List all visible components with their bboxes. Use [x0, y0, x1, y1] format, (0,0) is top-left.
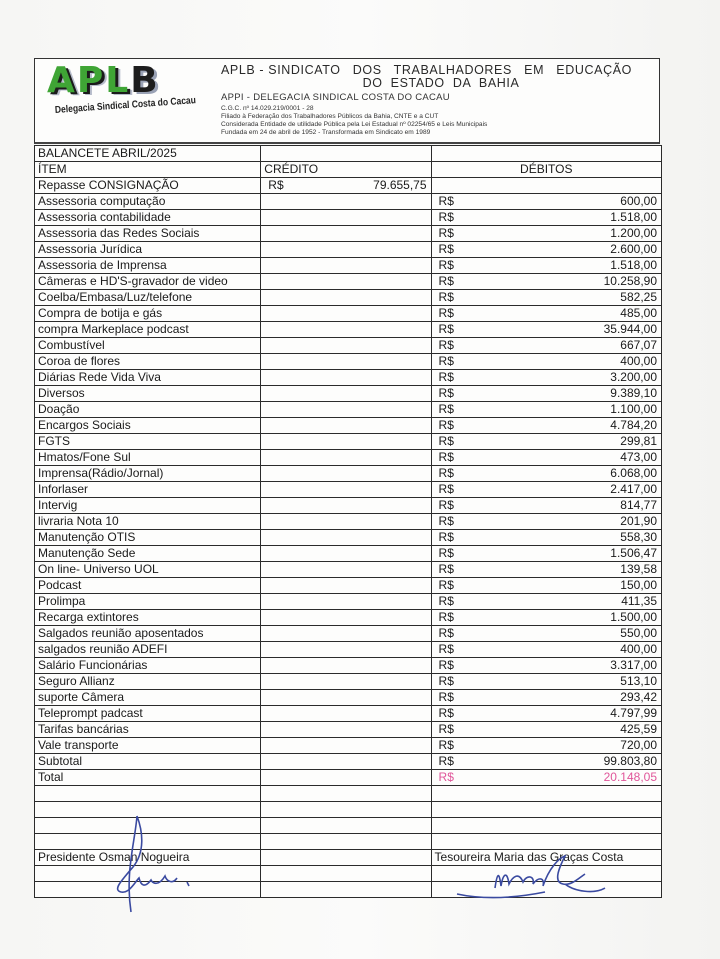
debit-item: Recarga extintores	[35, 610, 261, 626]
debit-item: Doação	[35, 402, 261, 418]
debit-row	[35, 210, 662, 226]
title-row	[35, 146, 662, 162]
aplb-logo	[47, 60, 217, 101]
currency-label: R$	[438, 578, 454, 592]
debit-value: 1.100,00	[610, 402, 657, 416]
debit-item: Podcast	[35, 578, 261, 594]
blank-row	[35, 834, 662, 850]
logo-letter: L	[105, 60, 131, 101]
col-header-item: ÍTEM	[35, 162, 261, 178]
debit-value: 400,00	[620, 354, 657, 368]
debit-value: 35.944,00	[603, 322, 657, 336]
currency-label: R$	[438, 690, 454, 704]
debit-row	[35, 242, 662, 258]
currency-label: R$	[438, 482, 454, 496]
debit-row	[35, 482, 662, 498]
currency-label: R$	[268, 178, 284, 192]
currency-label: R$	[438, 434, 454, 448]
debit-row	[35, 194, 662, 210]
debit-item: Salgados reunião aposentados	[35, 626, 261, 642]
debit-item: On line- Universo UOL	[35, 562, 261, 578]
debit-item: Coelba/Embasa/Luz/telefone	[35, 290, 261, 306]
debit-item: Imprensa(Rádio/Jornal)	[35, 466, 261, 482]
debit-item: FGTS	[35, 434, 261, 450]
debit-value: 9.389,10	[610, 386, 657, 400]
debit-item: Diversos	[35, 386, 261, 402]
debit-row	[35, 562, 662, 578]
debit-item: Tarifas bancárias	[35, 722, 261, 738]
debit-row	[35, 498, 662, 514]
debit-row	[35, 738, 662, 754]
debit-item: livraria Nota 10	[35, 514, 261, 530]
affiliation-line: Filiado à Federação dos Trabalhadores Públicos da Bahia, CNTE e a CUT	[221, 113, 439, 120]
currency-label: R$	[438, 290, 454, 304]
logo-letter: A	[47, 60, 77, 101]
balance-title: BALANCETE ABRIL/2025	[35, 146, 261, 162]
blank-row	[35, 802, 662, 818]
debit-item: Seguro Allianz	[35, 674, 261, 690]
credit-row	[35, 178, 662, 194]
debit-item: Compra de botija e gás	[35, 306, 261, 322]
debit-item: Intervig	[35, 498, 261, 514]
debit-value: 473,00	[620, 450, 657, 464]
currency-label: R$	[438, 258, 454, 272]
currency-label: R$	[438, 706, 454, 720]
currency-label: R$	[438, 226, 454, 240]
debit-row	[35, 322, 662, 338]
founded-line: Fundada em 24 de abril de 1952 - Transformada em Sindicato em 1989	[221, 129, 431, 136]
debit-row	[35, 706, 662, 722]
debit-row	[35, 450, 662, 466]
signature-line-row	[35, 866, 662, 882]
debit-value: 2.600,00	[610, 242, 657, 256]
col-header-credit: CRÉDITO	[261, 162, 431, 178]
debit-row	[35, 626, 662, 642]
debit-item: Assessoria Jurídica	[35, 242, 261, 258]
debit-item: compra Markeplace podcast	[35, 322, 261, 338]
debit-item: Encargos Sociais	[35, 418, 261, 434]
debit-value: 1.518,00	[610, 210, 657, 224]
debit-item: Inforlaser	[35, 482, 261, 498]
blank-row	[35, 786, 662, 802]
debit-item: Salário Funcionárias	[35, 658, 261, 674]
debit-row	[35, 370, 662, 386]
col-header-debit: DÉBITOS	[431, 162, 661, 178]
debit-value: 582,25	[620, 290, 657, 304]
debit-value: 293,42	[620, 690, 657, 704]
debit-row	[35, 722, 662, 738]
debit-row	[35, 290, 662, 306]
currency-label: R$	[438, 594, 454, 608]
debit-row	[35, 466, 662, 482]
debit-row	[35, 546, 662, 562]
president-name: Presidente Osman Nogueira	[35, 850, 261, 866]
debit-value: 1.500,00	[610, 610, 657, 624]
debit-row	[35, 306, 662, 322]
currency-label: R$	[438, 354, 454, 368]
debit-item: Vale transporte	[35, 738, 261, 754]
debit-value: 99.803,80	[603, 754, 657, 768]
currency-label: R$	[438, 418, 454, 432]
org-details	[221, 105, 487, 137]
debit-item: Assessoria de Imprensa	[35, 258, 261, 274]
currency-label: R$	[438, 210, 454, 224]
subtotal-row	[35, 754, 662, 770]
currency-label: R$	[438, 642, 454, 656]
debit-value: 6.068,00	[610, 466, 657, 480]
debit-value: 720,00	[620, 738, 657, 752]
currency-label: R$	[438, 194, 454, 208]
debit-value: 400,00	[620, 642, 657, 656]
column-header-row	[35, 162, 662, 178]
debit-item: Hmatos/Fone Sul	[35, 450, 261, 466]
debit-row	[35, 402, 662, 418]
debit-value: 600,00	[620, 194, 657, 208]
currency-label: R$	[438, 722, 454, 736]
currency-label: R$	[438, 514, 454, 528]
total-row	[35, 770, 662, 786]
currency-label: R$	[438, 402, 454, 416]
debit-row	[35, 386, 662, 402]
logo-letter: B	[130, 60, 160, 101]
debit-value: 550,00	[620, 626, 657, 640]
debit-item: Combustível	[35, 338, 261, 354]
debit-value: 4.784,20	[610, 418, 657, 432]
currency-label: R$	[438, 674, 454, 688]
credit-value: 79.655,75	[373, 178, 427, 192]
currency-label: R$	[438, 530, 454, 544]
cnpj-line: C.G.C. nº 14.029.219/0001 - 28	[221, 105, 314, 112]
org-title-line1: APLB - SINDICATO DOS TRABALHADORES EM EDUCAÇÃO	[221, 63, 632, 77]
currency-label: R$	[438, 738, 454, 752]
debit-value: 3.317,00	[610, 658, 657, 672]
debit-item: suporte Câmera	[35, 690, 261, 706]
debit-item: Assessoria computação	[35, 194, 261, 210]
org-title-line2: DO ESTADO DA BAHIA	[362, 76, 520, 90]
org-subtitle: APPI - DELEGACIA SINDICAL COSTA DO CACAU	[221, 92, 450, 103]
currency-label: R$	[438, 322, 454, 336]
public-utility-line: Considerada Entidade de utilidade Pública pela Lei Estadual nº 02254/65 e Leis Municipais	[221, 121, 488, 128]
debit-row	[35, 354, 662, 370]
debit-row	[35, 578, 662, 594]
debit-value: 1.506,47	[610, 546, 657, 560]
debit-value: 201,90	[620, 514, 657, 528]
currency-label: R$	[438, 610, 454, 624]
debit-row	[35, 258, 662, 274]
currency-label: R$	[438, 626, 454, 640]
debit-item: Teleprompt padcast	[35, 706, 261, 722]
debit-row	[35, 530, 662, 546]
currency-label: R$	[438, 386, 454, 400]
blank-row	[35, 818, 662, 834]
currency-label: R$	[438, 450, 454, 464]
debit-value: 139,58	[620, 562, 657, 576]
debit-row	[35, 642, 662, 658]
debit-item: Prolimpa	[35, 594, 261, 610]
signature-names-row	[35, 850, 662, 866]
debit-row	[35, 434, 662, 450]
currency-label: R$	[438, 770, 454, 784]
currency-label: R$	[438, 242, 454, 256]
currency-label: R$	[438, 546, 454, 560]
signature-line-row	[35, 882, 662, 898]
currency-label: R$	[438, 306, 454, 320]
currency-label: R$	[438, 562, 454, 576]
debit-item: salgados reunião ADEFI	[35, 642, 261, 658]
debit-row	[35, 594, 662, 610]
debit-value: 299,81	[620, 434, 657, 448]
debit-item: Diárias Rede Vida Viva	[35, 370, 261, 386]
org-title	[221, 63, 632, 90]
debit-value: 3.200,00	[610, 370, 657, 384]
debit-row	[35, 610, 662, 626]
debit-value: 513,10	[620, 674, 657, 688]
debit-value: 411,35	[621, 594, 657, 608]
debit-item: Câmeras e HD'S-gravador de video	[35, 274, 261, 290]
subtotal-label: Subtotal	[35, 754, 261, 770]
letterhead	[34, 58, 660, 144]
debit-row	[35, 514, 662, 530]
currency-label: R$	[438, 466, 454, 480]
debit-row	[35, 658, 662, 674]
debit-item: Manutenção OTIS	[35, 530, 261, 546]
debit-row	[35, 338, 662, 354]
debit-row	[35, 226, 662, 242]
debit-value: 2.417,00	[610, 482, 657, 496]
debit-value: 485,00	[620, 306, 657, 320]
balance-table	[34, 145, 662, 898]
debit-value: 20.148,05	[603, 770, 657, 784]
currency-label: R$	[438, 274, 454, 288]
treasurer-name: Tesoureira Maria das Graças Costa	[431, 850, 661, 866]
debit-value: 425,59	[620, 722, 657, 736]
debit-value: 1.200,00	[610, 226, 657, 240]
currency-label: R$	[438, 338, 454, 352]
debit-value: 814,77	[620, 498, 657, 512]
debit-item: Manutenção Sede	[35, 546, 261, 562]
debit-item: Assessoria contabilidade	[35, 210, 261, 226]
debit-row	[35, 418, 662, 434]
currency-label: R$	[438, 370, 454, 384]
credit-item: Repasse CONSIGNAÇÃO	[35, 178, 261, 194]
currency-label: R$	[438, 754, 454, 768]
debit-item: Assessoria das Redes Sociais	[35, 226, 261, 242]
logo-subtitle: Delegacia Sindical Costa do Cacau	[54, 95, 197, 116]
debit-value: 558,30	[620, 530, 657, 544]
total-label: Total	[35, 770, 261, 786]
debit-value: 10.258,90	[603, 274, 657, 288]
debit-value: 4.797,99	[610, 706, 657, 720]
debit-row	[35, 690, 662, 706]
currency-label: R$	[438, 658, 454, 672]
currency-label: R$	[438, 498, 454, 512]
debit-value: 667,07	[620, 338, 657, 352]
logo-letter: P	[76, 60, 106, 101]
debit-row	[35, 274, 662, 290]
debit-item: Coroa de flores	[35, 354, 261, 370]
debit-value: 1.518,00	[610, 258, 657, 272]
debit-row	[35, 674, 662, 690]
debit-value: 150,00	[620, 578, 657, 592]
